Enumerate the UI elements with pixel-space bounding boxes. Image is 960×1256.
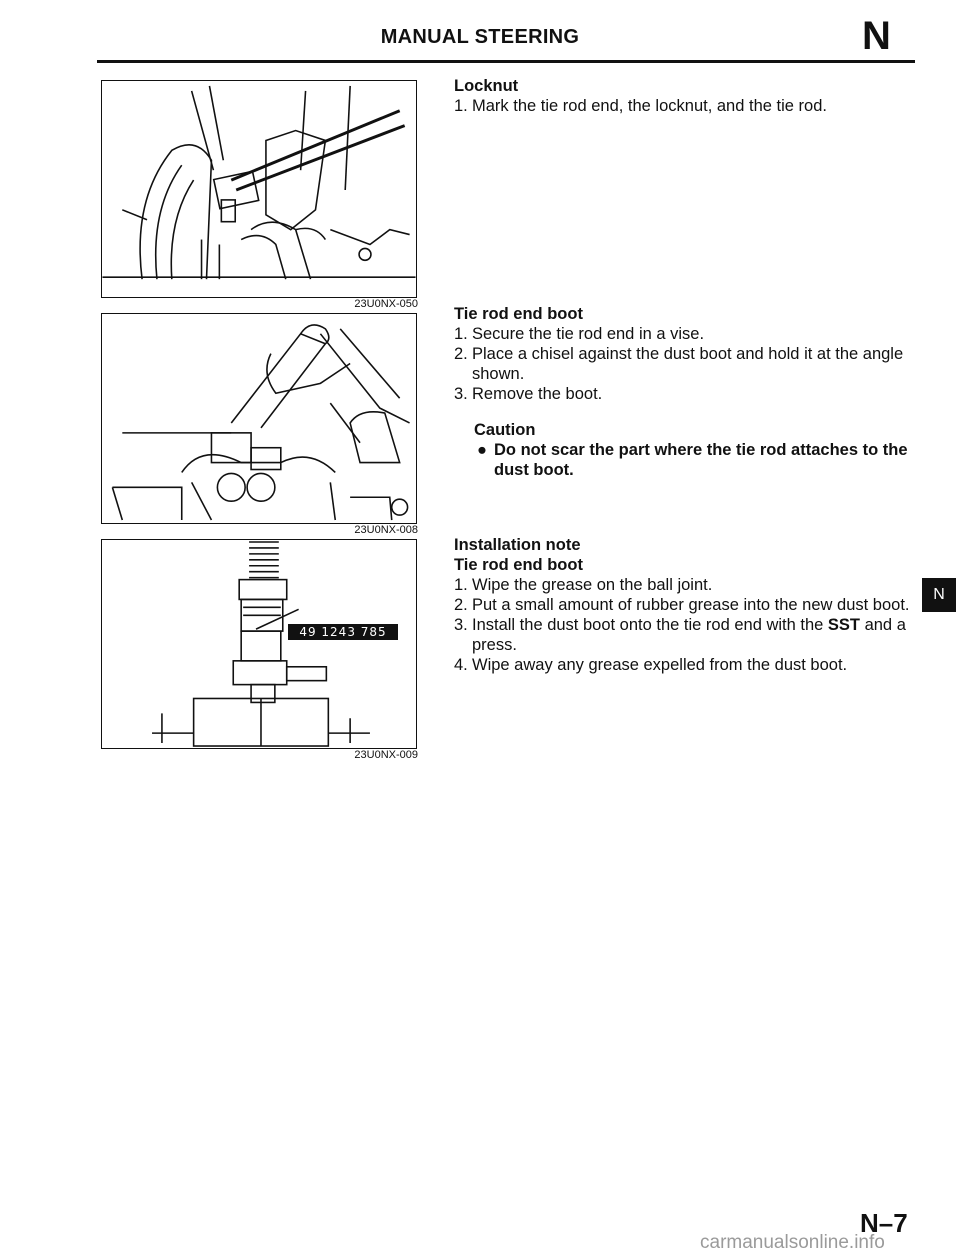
figure-code: 23U0NX-008 bbox=[354, 524, 418, 536]
locknut-section bbox=[454, 76, 924, 116]
figure-code: 23U0NX-050 bbox=[354, 298, 418, 310]
watermark: carmanualsonline.info bbox=[700, 1232, 885, 1253]
step-text: Secure the tie rod end in a vise. bbox=[472, 325, 705, 343]
caution-title: Caution bbox=[474, 421, 536, 439]
figure-press-sst bbox=[101, 539, 417, 749]
step-number: 4. bbox=[454, 656, 468, 674]
page-header-title: MANUAL STEERING bbox=[380, 26, 580, 48]
step bbox=[454, 344, 924, 384]
section-title: Tie rod end boot bbox=[454, 305, 583, 323]
section-title: Locknut bbox=[454, 77, 519, 95]
step bbox=[454, 575, 924, 595]
step-number: 2. bbox=[454, 596, 468, 614]
step-number: 1. bbox=[454, 576, 468, 594]
page-number: N–7 bbox=[860, 1208, 908, 1238]
figure-locknut bbox=[101, 80, 417, 298]
step-number: 1. bbox=[454, 97, 468, 115]
section-subtitle: Tie rod end boot bbox=[454, 556, 583, 574]
locknut-illustration bbox=[102, 81, 416, 297]
figure-code: 23U0NX-009 bbox=[354, 749, 418, 761]
step bbox=[454, 96, 924, 116]
sst-term: SST bbox=[827, 616, 860, 634]
section-letter: N bbox=[862, 14, 891, 58]
step bbox=[454, 324, 924, 344]
step bbox=[454, 615, 924, 655]
step-text: Put a small amount of rubber grease into the new dust boot. bbox=[472, 596, 910, 614]
step-number: 2. bbox=[454, 345, 468, 363]
sst-part-number-label: 49 1243 785 bbox=[288, 624, 398, 640]
step-text: Remove the boot. bbox=[472, 385, 603, 403]
section-title: Installation note bbox=[454, 536, 581, 554]
step-text: Install the dust boot onto the tie rod end with the bbox=[472, 616, 828, 634]
step-text: Mark the tie rod end, the locknut, and the tie rod. bbox=[472, 97, 827, 115]
step bbox=[454, 384, 924, 404]
step-text: Wipe away any grease expelled from the dust boot. bbox=[472, 656, 848, 674]
bullet-icon: ● bbox=[477, 441, 487, 459]
step-text-end: and a press. bbox=[472, 616, 906, 654]
caution-box bbox=[454, 420, 924, 480]
step bbox=[454, 595, 924, 615]
header-rule bbox=[97, 60, 915, 63]
caution-text: Do not scar the part where the tie rod attaches to the dust boot. bbox=[494, 441, 908, 479]
section-tab-badge: N bbox=[922, 578, 956, 612]
step-text: Wipe the grease on the ball joint. bbox=[472, 576, 713, 594]
press-illustration bbox=[102, 540, 416, 748]
step-text: Place a chisel against the dust boot and hold it at the angle shown. bbox=[472, 345, 904, 383]
step bbox=[454, 655, 924, 675]
figure-chisel-vise bbox=[101, 313, 417, 524]
chisel-vise-illustration bbox=[102, 314, 416, 523]
boot-removal-section bbox=[454, 304, 924, 480]
step-number: 1. bbox=[454, 325, 468, 343]
installation-section bbox=[454, 535, 924, 675]
caution-bullet bbox=[474, 440, 924, 480]
step-number: 3. bbox=[454, 385, 468, 403]
step-number: 3. bbox=[454, 616, 468, 634]
